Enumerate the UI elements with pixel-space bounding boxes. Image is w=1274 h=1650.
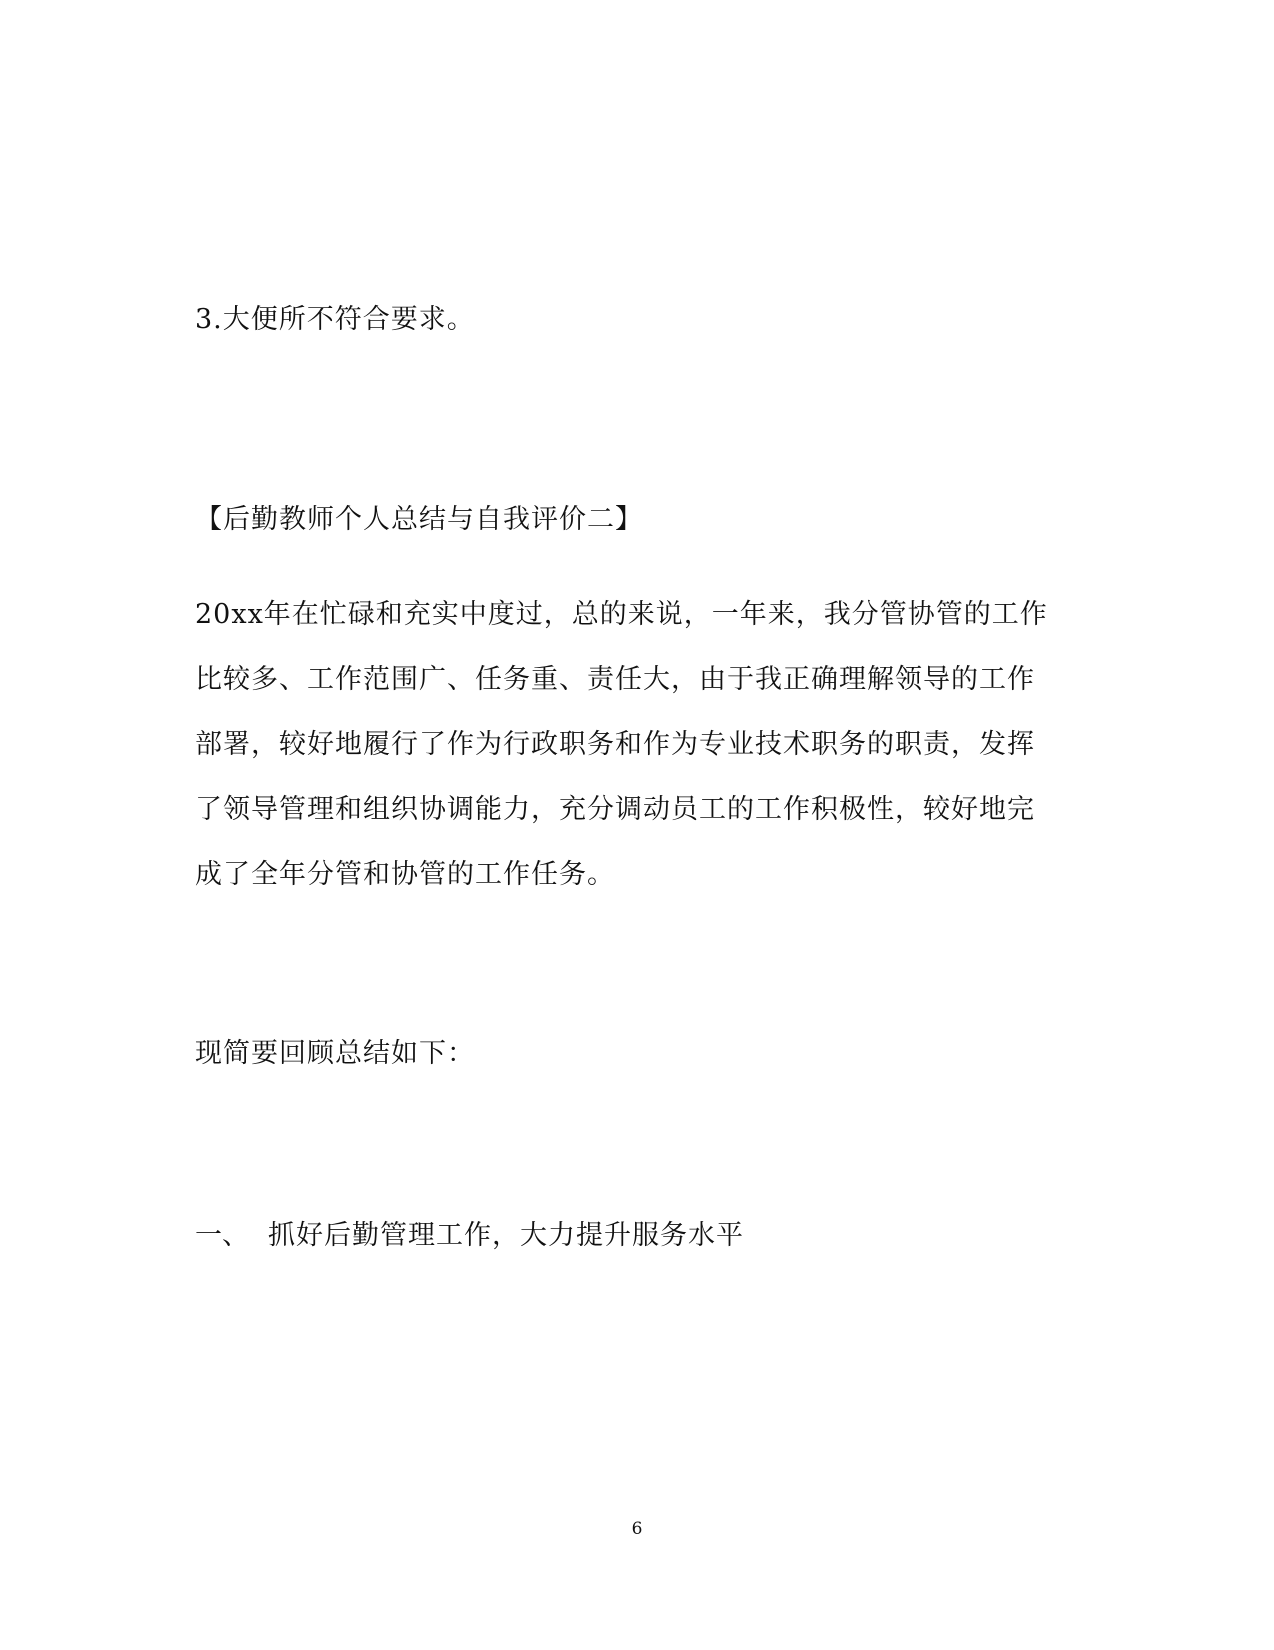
section-title: 【后勤教师个人总结与自我评价二】	[195, 504, 643, 535]
page-number: 6	[631, 1519, 643, 1539]
paragraph-line: 成了全年分管和协管的工作任务。	[195, 859, 615, 890]
heading-text: 抓好后勤管理工作，大力提升服务水平	[268, 1220, 744, 1251]
list-item-3: 3.大便所不符合要求。	[195, 304, 475, 335]
review-intro: 现简要回顾总结如下：	[195, 1038, 475, 1069]
paragraph-line: 比较多、工作范围广、任务重、责任大，由于我正确理解领导的工作	[195, 664, 1035, 695]
heading-number: 一、	[195, 1220, 249, 1251]
paragraph-line: 了领导管理和组织协调能力，充分调动员工的工作积极性，较好地完	[195, 794, 1035, 825]
paragraph-line: 部署，较好地履行了作为行政职务和作为专业技术职务的职责，发挥	[195, 729, 1035, 760]
intro-paragraph	[195, 582, 1080, 907]
paragraph-line: 20xx年在忙碌和充实中度过，总的来说，一年来，我分管协管的工作	[195, 599, 1048, 630]
